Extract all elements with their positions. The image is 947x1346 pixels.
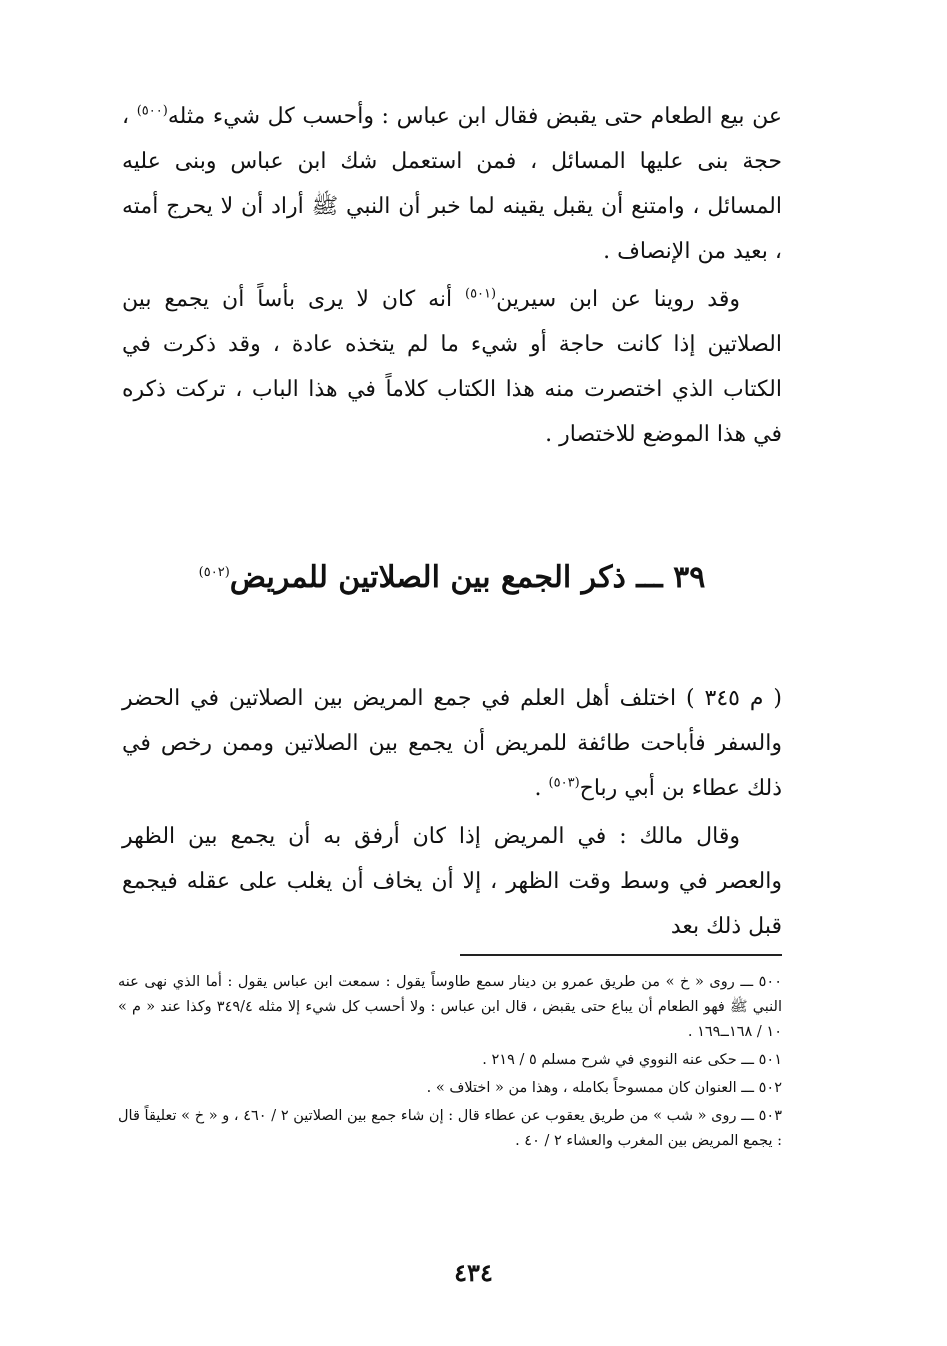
footnote-ref[interactable]: (٥٠٢) [198, 565, 230, 580]
footnote-number: ٥٠٠ ـــ [740, 974, 783, 990]
footnote-text: روى « خ » من طريق عمرو بن دينار سمع طاوساً يقول : سمعت ابن عباس يقول : أما الذي نهى عنه النبي ﷺ فهو الطعام أن يباع حتى يقبض ، قال ابن عباس : ولا أحسب كل شيء إلا مثله ٣٤٩/٤ وكذا عند « م » ١٠ / ١٦٨ــ١٦٩ . [118, 974, 783, 1040]
footnote-ref[interactable]: (٥٠١) [465, 286, 497, 302]
footnote [118, 970, 782, 1045]
paragraph-text: أنه كان لا يرى بأساً أن يجمع بين الصلاتين إذا كانت حاجة أو شيء ما لم يتخذه عادة ، وقد ذكرت في الكتاب الذي اختصرت منه هذا الكتاب كلاماً في هذا الباب ، تركت ذكره في هذا الموضع للاختصار . [122, 287, 782, 447]
paragraph-text: ، حجة بنى عليها المسائل ، فمن استعمل شك ابن عباس وبنى عليه المسائل ، وامتنع أن يقبل يقينه لما خبر أن النبي ﷺ أراد أن لا يحرج أمته ، بعيد من الإنصاف . [122, 104, 782, 264]
paragraph [122, 277, 782, 457]
section-heading [122, 556, 782, 600]
footnote-ref[interactable]: (٥٠٣) [548, 775, 580, 791]
paragraph [122, 676, 782, 811]
top-text-block [122, 94, 782, 457]
paragraph-text: وقال مالك : في المريض إذا كان أرفق به أن يجمع بين الظهر والعصر في وسط وقت الظهر ، إلا أن يخاف أن يغلب على عقله فيجمع قبل ذلك بعد [122, 824, 782, 939]
paragraph-text: وقد روينا عن ابن سيرين [496, 287, 740, 312]
paragraph-text: . [534, 776, 542, 801]
bottom-text-block [122, 676, 782, 949]
footnote [118, 1104, 782, 1154]
paragraph [122, 814, 782, 949]
heading-text: ٣٩ ـــ ذكر الجمع بين الصلاتين للمريض [229, 560, 706, 595]
footnote-ref[interactable]: (٥٠٠) [136, 103, 168, 119]
paragraph-text: عن بيع الطعام حتى يقبض فقال ابن عباس : وأحسب كل شيء مثله [167, 104, 782, 129]
footnote [118, 1048, 782, 1073]
footnotes [118, 970, 782, 1157]
paragraph-text: ( م ٣٤٥ ) اختلف أهل العلم في جمع المريض بين الصلاتين في الحضر والسفر فأباحت طائفة للمريض أن يجمع بين الصلاتين وممن رخص في ذلك عطاء بن أبي رباح [122, 686, 782, 801]
footnote-divider [460, 954, 782, 956]
footnote-text: العنوان كان ممسوحاً بكامله ، وهذا من « اختلاف » . [426, 1080, 737, 1096]
footnote-number: ٥٠١ ـــ [741, 1052, 782, 1068]
footnote-number: ٥٠٣ ـــ [741, 1108, 782, 1124]
footnote-text: حكى عنه النووي في شرح مسلم ٥ / ٢١٩ . [482, 1052, 737, 1068]
footnote [118, 1076, 782, 1101]
footnote-number: ٥٠٢ ـــ [741, 1080, 782, 1096]
paragraph [122, 94, 782, 274]
page-number: ٤٣٤ [454, 1258, 493, 1287]
footnote-text: روى « شب » من طريق يعقوب عن عطاء قال : إن شاء جمع بين الصلاتين ٢ / ٤٦٠ ، و « خ » تعليقاً قال : يجمع المريض بين المغرب والعشاء ٢ / ٤٠ . [118, 1108, 782, 1149]
